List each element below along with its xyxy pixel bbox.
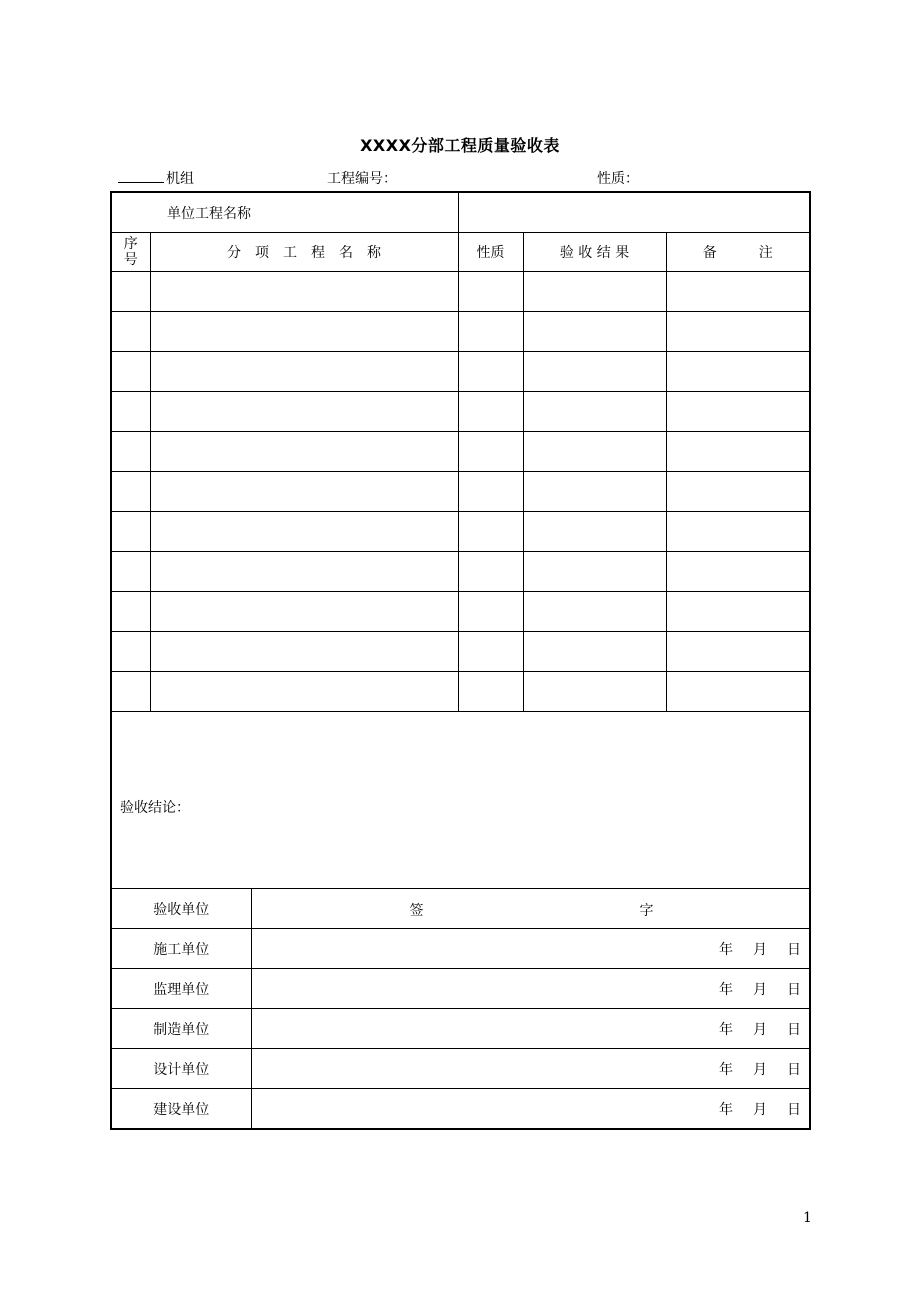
item-nature-cell[interactable]: [458, 512, 523, 552]
item-result-cell[interactable]: [523, 392, 666, 432]
item-nature-cell[interactable]: [458, 552, 523, 592]
date-day-label: 日: [787, 1061, 802, 1078]
date-year-label: 年: [719, 981, 734, 998]
item-row: [111, 672, 810, 712]
item-nature-cell[interactable]: [458, 312, 523, 352]
item-remarks-cell[interactable]: [666, 392, 810, 432]
item-name-cell[interactable]: [150, 552, 458, 592]
item-row: [111, 352, 810, 392]
item-remarks-cell[interactable]: [666, 272, 810, 312]
item-seq-cell[interactable]: [111, 312, 150, 352]
header-nature: 性质: [458, 233, 523, 272]
signature-org-header: 验收单位: [111, 889, 251, 929]
date-day-label: 日: [787, 981, 802, 998]
project-code-label: 工程编号：: [327, 171, 397, 187]
organization-name: 建设单位: [111, 1089, 251, 1130]
item-nature-cell[interactable]: [458, 592, 523, 632]
signature-date-cell[interactable]: [251, 1089, 810, 1130]
item-name-cell[interactable]: [150, 472, 458, 512]
item-remarks-cell[interactable]: [666, 512, 810, 552]
item-remarks-cell[interactable]: [666, 632, 810, 672]
item-nature-cell[interactable]: [458, 432, 523, 472]
item-row: [111, 472, 810, 512]
page-number: 1: [803, 1210, 812, 1226]
item-result-cell[interactable]: [523, 432, 666, 472]
item-seq-cell[interactable]: [111, 432, 150, 472]
date-month-label: 月: [753, 941, 768, 958]
item-remarks-cell[interactable]: [666, 552, 810, 592]
item-nature-cell[interactable]: [458, 632, 523, 672]
date-year-label: 年: [719, 1021, 734, 1038]
item-nature-cell[interactable]: [458, 392, 523, 432]
unit-project-name-label: 单位工程名称: [111, 192, 458, 233]
date-year-label: 年: [719, 1101, 734, 1118]
item-row: [111, 272, 810, 312]
nature-label: 性质：: [597, 171, 639, 187]
item-result-cell[interactable]: [523, 672, 666, 712]
item-result-cell[interactable]: [523, 472, 666, 512]
conclusion-cell[interactable]: [111, 712, 810, 889]
header-seq-char-2: 号: [123, 252, 138, 268]
item-row: [111, 432, 810, 472]
item-name-cell[interactable]: [150, 272, 458, 312]
form-title: XXXX分部工程质量验收表: [360, 136, 560, 155]
item-seq-cell[interactable]: [111, 552, 150, 592]
date-day-label: 日: [787, 1021, 802, 1038]
header-seq-char-1: 序: [123, 236, 138, 252]
item-name-cell[interactable]: [150, 672, 458, 712]
organization-name: 施工单位: [111, 929, 251, 969]
item-row: [111, 312, 810, 352]
item-name-cell[interactable]: [150, 312, 458, 352]
item-seq-cell[interactable]: [111, 272, 150, 312]
organization-name: 制造单位: [111, 1009, 251, 1049]
organization-row: [111, 1089, 810, 1130]
item-seq-cell[interactable]: [111, 392, 150, 432]
date-month-label: 月: [753, 1021, 768, 1038]
item-seq-cell[interactable]: [111, 632, 150, 672]
item-nature-cell[interactable]: [458, 472, 523, 512]
organization-row: [111, 969, 810, 1009]
signature-header-char-1: 签: [409, 903, 424, 919]
unit-project-row: [111, 192, 810, 233]
item-name-cell[interactable]: [150, 392, 458, 432]
date-month-label: 月: [753, 1101, 768, 1118]
item-result-cell[interactable]: [523, 632, 666, 672]
item-name-cell[interactable]: [150, 632, 458, 672]
organization-row: [111, 929, 810, 969]
date-month-label: 月: [753, 1061, 768, 1078]
unit-project-name-value[interactable]: [458, 192, 810, 233]
acceptance-table: [110, 191, 811, 1130]
item-row: [111, 552, 810, 592]
organization-name: 监理单位: [111, 969, 251, 1009]
item-seq-cell[interactable]: [111, 592, 150, 632]
signature-date-cell[interactable]: [251, 929, 810, 969]
item-row: [111, 632, 810, 672]
item-seq-cell[interactable]: [111, 672, 150, 712]
date-month-label: 月: [753, 981, 768, 998]
item-result-cell[interactable]: [523, 312, 666, 352]
header-remarks: 备 注: [666, 233, 810, 272]
signature-header-row: [111, 889, 810, 929]
item-result-cell[interactable]: [523, 352, 666, 392]
item-remarks-cell[interactable]: [666, 352, 810, 392]
conclusion-label: 验收结论：: [120, 800, 190, 816]
header-result: 验 收 结 果: [523, 233, 666, 272]
item-name-cell[interactable]: [150, 352, 458, 392]
item-remarks-cell[interactable]: [666, 432, 810, 472]
header-row: [111, 233, 810, 272]
unit-blank-line[interactable]: [118, 169, 164, 183]
organization-name: 设计单位: [111, 1049, 251, 1089]
item-result-cell[interactable]: [523, 272, 666, 312]
organization-row: [111, 1049, 810, 1089]
item-remarks-cell[interactable]: [666, 672, 810, 712]
item-remarks-cell[interactable]: [666, 312, 810, 352]
item-row: [111, 592, 810, 632]
signature-date-cell[interactable]: [251, 1009, 810, 1049]
item-name-cell[interactable]: [150, 592, 458, 632]
signature-date-cell[interactable]: [251, 969, 810, 1009]
header-seq: [111, 233, 150, 272]
item-remarks-cell[interactable]: [666, 472, 810, 512]
item-row: [111, 512, 810, 552]
item-name-cell[interactable]: [150, 432, 458, 472]
signature-header-char-2: 字: [639, 903, 654, 919]
unit-field: [118, 168, 194, 188]
item-nature-cell[interactable]: [458, 672, 523, 712]
conclusion-row: [111, 712, 810, 889]
signature-date-cell[interactable]: [251, 1049, 810, 1089]
item-name-cell[interactable]: [150, 512, 458, 552]
item-seq-cell[interactable]: [111, 512, 150, 552]
item-result-cell[interactable]: [523, 592, 666, 632]
date-day-label: 日: [787, 941, 802, 958]
date-year-label: 年: [719, 1061, 734, 1078]
date-day-label: 日: [787, 1101, 802, 1118]
header-item-name: 分 项 工 程 名 称: [150, 233, 458, 272]
signature-header: [251, 889, 810, 929]
organization-row: [111, 1009, 810, 1049]
date-year-label: 年: [719, 941, 734, 958]
item-nature-cell[interactable]: [458, 272, 523, 312]
item-seq-cell[interactable]: [111, 472, 150, 512]
item-result-cell[interactable]: [523, 552, 666, 592]
item-row: [111, 392, 810, 432]
item-seq-cell[interactable]: [111, 352, 150, 392]
unit-suffix-label: 机组: [166, 171, 194, 187]
item-result-cell[interactable]: [523, 512, 666, 552]
item-remarks-cell[interactable]: [666, 592, 810, 632]
item-nature-cell[interactable]: [458, 352, 523, 392]
